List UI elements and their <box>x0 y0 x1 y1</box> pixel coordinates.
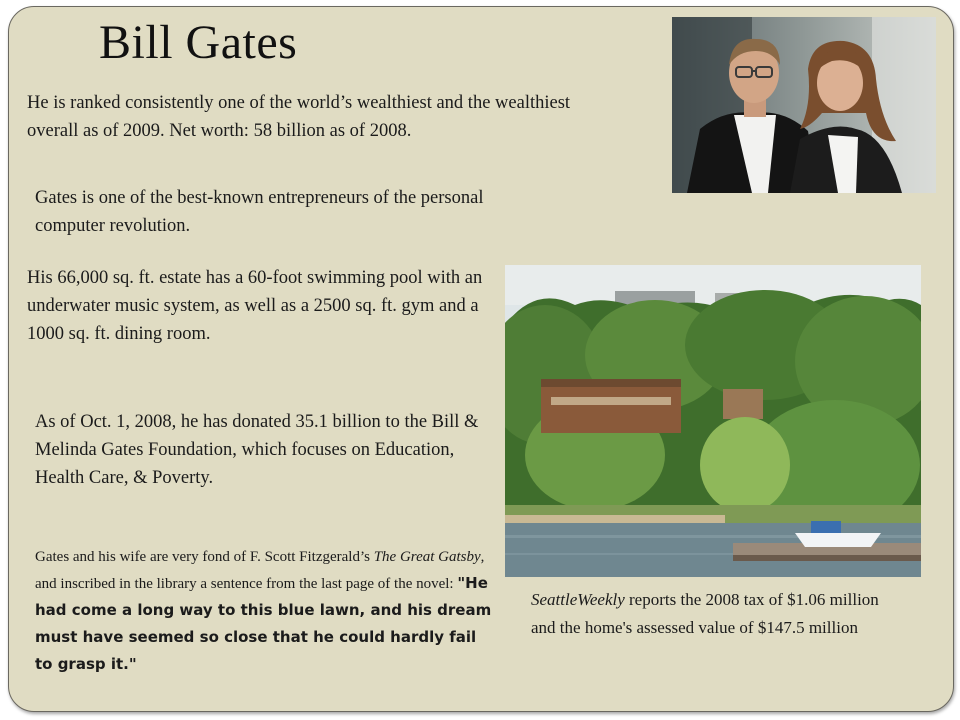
gatsby-intro: Gates and his wife are very fond of F. Scott Fitzgerald’s <box>35 549 374 565</box>
gatsby-book-title: The Great Gatsby <box>373 549 481 565</box>
estate-photo <box>505 265 921 577</box>
caption-source: SeattleWeekly <box>531 590 625 609</box>
estate-caption <box>531 586 954 642</box>
caption-line2: and the home's assessed value of $147.5 million <box>531 618 858 637</box>
entrepreneur-paragraph: Gates is one of the best-known entrepreneurs of the personal computer revolution. <box>35 188 484 236</box>
slide <box>8 6 954 712</box>
gatsby-middle: , and inscribed in the library a sentence from the last page of the novel: <box>35 549 485 592</box>
estate-paragraph: His 66,000 sq. ft. estate has a 60-foot swimming pool with an underwater music system, as well as a 2500 sq. ft. gym and a 1000 sq. ft. dining room. <box>27 268 483 344</box>
slide-title: Bill Gates <box>99 16 298 69</box>
caption-line1: reports the 2008 tax of $1.06 million <box>624 590 879 609</box>
gatsby-paragraph <box>35 544 497 678</box>
couple-photo <box>672 17 936 193</box>
wealth-paragraph: He is ranked consistently one of the world’s wealthiest and the wealthiest overall as of 2009. Net worth: 58 billion as of 2008. <box>27 93 571 141</box>
donation-paragraph: As of Oct. 1, 2008, he has donated 35.1 billion to the Bill & Melinda Gates Foundation, which focuses on Education, Health Care, & Poverty. <box>35 412 479 488</box>
gatsby-quote: "He had come a long way to this blue lawn, and his dream must have seemed so close that he could hardly fail to grasp it." <box>35 574 492 673</box>
